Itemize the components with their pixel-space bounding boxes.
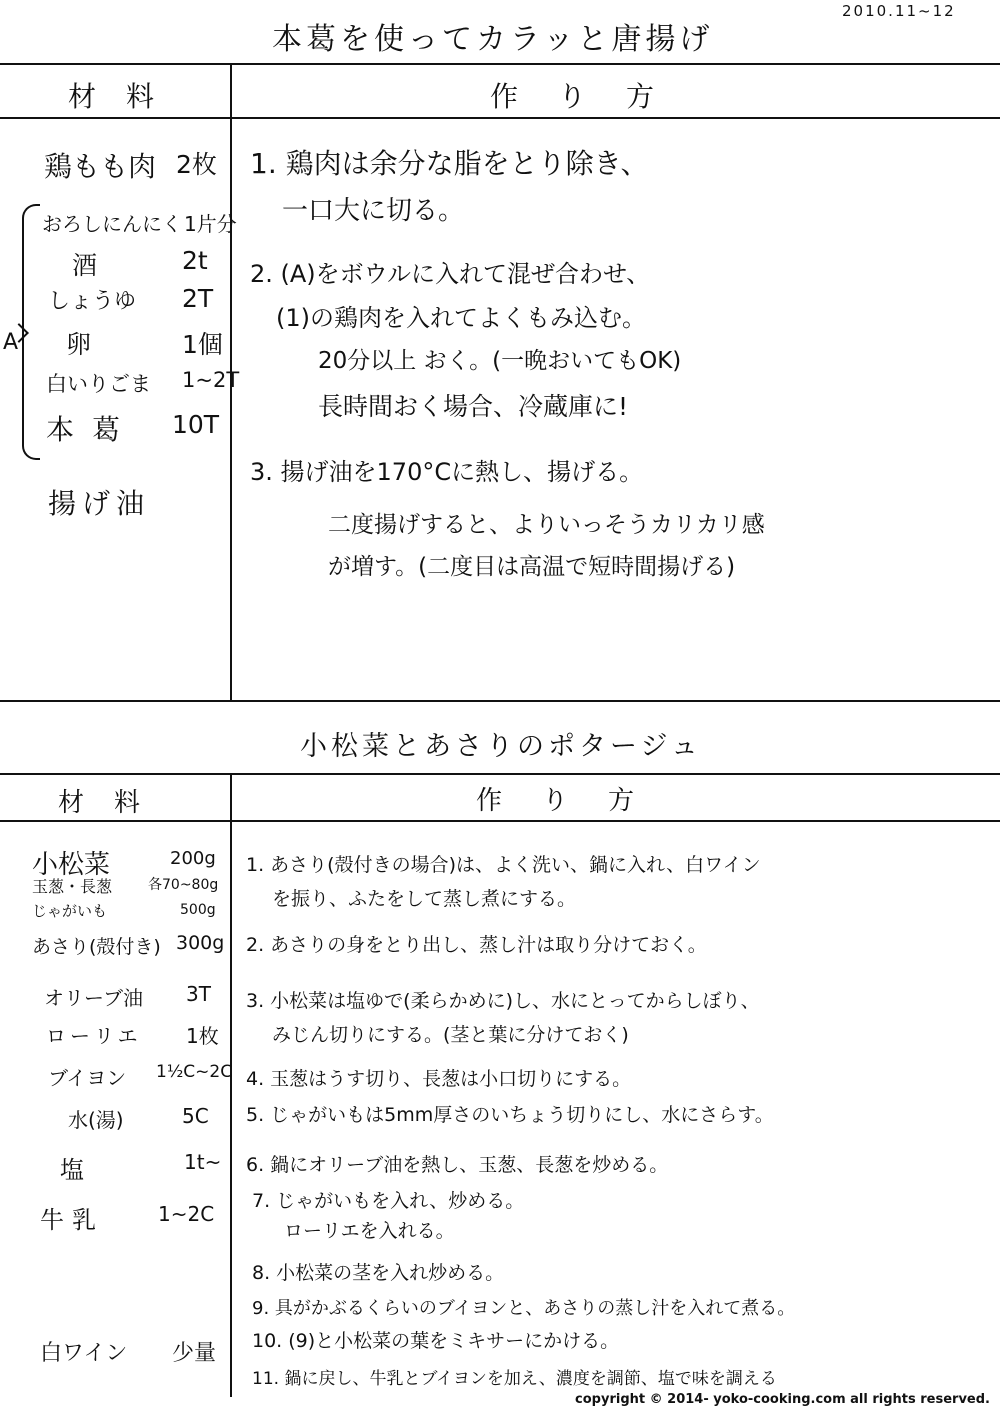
step-line: 二度揚げすると、よりいっそうカリカリ感	[328, 512, 765, 538]
ingredient-name: あさり(殻付き)	[32, 936, 161, 958]
step-line: みじん切りにする。(茎と葉に分けておく)	[272, 1024, 629, 1046]
ingredient-name: じゃがいも	[32, 902, 108, 920]
ingredient-name: 卵	[66, 330, 92, 359]
step-line: 2. (A)をボウルに入れて混ぜ合わせ、	[250, 260, 651, 288]
recipe2-title: 小松菜とあさりのポタージュ	[300, 731, 702, 762]
ingredient-amount: 200g	[170, 848, 216, 869]
ingredient-amount: 少量	[172, 1341, 217, 1366]
ingredient-amount: 3T	[186, 982, 211, 1006]
ingredient-name: 塩	[60, 1156, 84, 1184]
ingredient-amount: 2t	[182, 246, 208, 275]
step-line: ローリエを入れる。	[284, 1220, 455, 1242]
copyright: copyright © 2014- yoko-cooking.com all rights reserved.	[575, 1392, 990, 1407]
step-line: 10. (9)と小松菜の葉をミキサーにかける。	[252, 1330, 620, 1352]
ingredient-row	[44, 145, 224, 183]
step-line: 5. じゃがいもは5mm厚さのいちょう切りにし、水にさらす。	[246, 1104, 774, 1126]
recipe2-method-header: 作り方	[476, 786, 675, 816]
step-line: 1. あさり(殻付きの場合)は、よく洗い、鍋に入れ、白ワイン	[246, 854, 761, 876]
ingredient-name: 鶏もも肉	[44, 150, 157, 183]
ingredient-row	[32, 874, 230, 896]
ingredient-row	[32, 900, 230, 922]
ingredient-row	[42, 368, 240, 398]
group-label: A	[3, 330, 19, 355]
ingredient-row	[44, 982, 230, 1012]
step-line: 1. 鶏肉は余分な脂をとり除き、	[250, 147, 649, 180]
ingredient-amount: 1½C~2C	[156, 1062, 233, 1082]
ingredient-name: 白ワイン	[40, 1341, 128, 1366]
step-line: を振り、ふたをして蒸し煮にする。	[272, 888, 577, 910]
ingredient-amount: 2枚	[176, 150, 217, 179]
ingredient-amount: 1個	[182, 330, 223, 359]
ingredient-row	[42, 208, 237, 238]
ingredient-row	[40, 1336, 230, 1368]
step-line: が増す。(二度目は高温で短時間揚げる)	[328, 554, 736, 580]
step-line: 7. じゃがいもを入れ、炒める。	[252, 1190, 525, 1212]
ingredient-row	[42, 408, 232, 444]
ingredient-amount: 各70~80g	[148, 877, 219, 893]
ingredient-row	[42, 284, 232, 316]
ingredient-name: 小松菜	[32, 850, 111, 880]
ingredient-row	[44, 1150, 230, 1182]
ingredient-name: 揚げ油	[48, 487, 151, 520]
ingredient-amount: 300g	[176, 932, 225, 954]
recipe2-ingredients-header: 材料	[58, 788, 171, 818]
ingredient-name: オリーブ油	[44, 986, 143, 1010]
ingredient-row	[44, 1104, 230, 1134]
ingredient-row	[42, 325, 232, 357]
recipe1-ingredients-header: 材料	[68, 80, 185, 113]
step-line: 2. あさりの身をとり出し、蒸し汁は取り分けておく。	[246, 934, 707, 956]
ingredient-name: ブイヨン	[48, 1066, 127, 1090]
ingredient-name: おろしにんにく	[42, 212, 182, 236]
step-line: 3. 小松菜は塩ゆで(柔らかめに)し、水にとってからしぼり、	[246, 990, 760, 1012]
ingredient-name: しょうゆ	[48, 289, 137, 314]
ingredient-name: 酒	[72, 251, 98, 280]
ingredient-amount: 5C	[182, 1104, 209, 1128]
step-line: 3. 揚げ油を170°Cに熱し、揚げる。	[250, 458, 644, 486]
date: 2010.11~12	[842, 2, 956, 20]
ingredient-name: 玉葱・長葱	[32, 877, 113, 896]
recipe1-title: 本葛を使ってカラッと唐揚げ	[272, 22, 714, 57]
ingredient-row	[44, 1020, 230, 1050]
step-line: 8. 小松菜の茎を入れ炒める。	[252, 1262, 505, 1284]
ingredient-row	[42, 246, 232, 278]
ingredient-name: 牛乳	[40, 1206, 104, 1234]
ingredient-amount: 1~2C	[158, 1202, 215, 1226]
ingredient-amount: 500g	[180, 902, 216, 918]
step-line: 6. 鍋にオリーブ油を熱し、玉葱、長葱を炒める。	[246, 1154, 669, 1176]
step-line: 9. 具がかぶるくらいのブイヨンと、あさりの蒸し汁を入れて煮る。	[252, 1298, 796, 1319]
ingredient-name: 本葛	[46, 413, 139, 446]
ingredient-name: 水(湯)	[68, 1108, 124, 1132]
step-line: 一口大に切る。	[282, 196, 465, 226]
ingredient-row	[32, 932, 230, 962]
recipe1-method-header: 作り方	[490, 80, 695, 113]
ingredient-row	[32, 844, 230, 880]
step-line: 11. 鍋に戻し、牛乳とブイヨンを加え、濃度を調節、塩で味を調える	[252, 1369, 777, 1389]
ingredient-amount: 1片分	[184, 212, 237, 236]
step-line: 長時間おく場合、冷蔵庫に!	[318, 392, 629, 421]
step-line: 20分以上 おく。(一晩おいてもOK)	[318, 348, 682, 374]
ingredient-name: 白いりごま	[46, 372, 151, 396]
ingredient-row	[40, 1200, 230, 1232]
ingredient-amount: 1枚	[186, 1024, 219, 1048]
ingredient-row	[48, 482, 218, 518]
ingredient-amount: 1t~	[184, 1150, 222, 1174]
ingredient-amount: 2T	[182, 284, 214, 313]
ingredient-row	[44, 1062, 233, 1092]
ingredient-amount: 10T	[172, 410, 220, 439]
step-line: 4. 玉葱はうす切り、長葱は小口切りにする。	[246, 1068, 632, 1090]
step-line: (1)の鶏肉を入れてよくもみ込む。	[276, 304, 646, 332]
ingredient-name: ローリエ	[46, 1024, 142, 1048]
ingredient-amount: 1~2T	[182, 368, 240, 392]
